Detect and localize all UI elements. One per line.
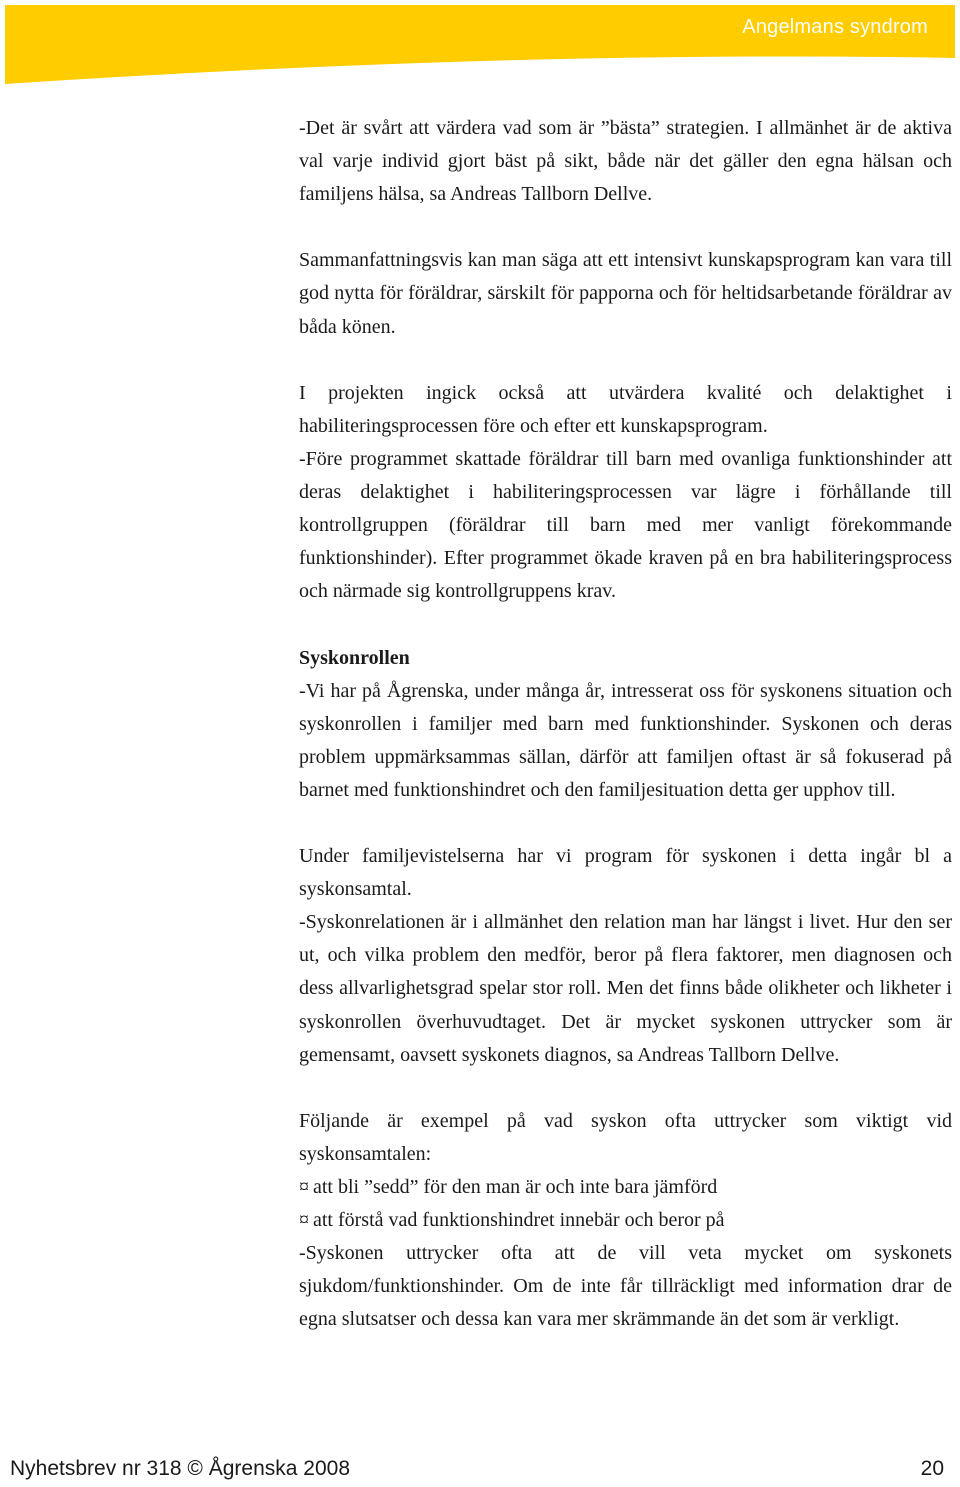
header-band — [0, 0, 960, 90]
paragraph-family-stays: Under familjevistelserna har vi program för syskonen i detta ingår bl a syskonsamtal. — [299, 845, 952, 901]
header-title: Angelmans syndrom — [742, 16, 928, 38]
page-footer — [10, 1457, 944, 1487]
paragraph-sibling-situation: -Vi har på Ågrenska, under många år, intresserat oss för syskonens situation och syskonrollen i familjer med barn med funktionshinder. Syskonen och deras problem uppmärksammas sällan, därför att familjen oftast är så fokuserad på barnet med funktionshindret och den familjesituation detta ger upphov till. — [299, 679, 952, 801]
list-item — [299, 1171, 952, 1204]
list-item — [299, 1204, 952, 1237]
paragraph-examples-intro: Följande är exempel på vad syskon ofta uttrycker som viktigt vid syskonsamtalen: — [299, 1109, 952, 1165]
bullet-icon: ¤ — [299, 1209, 309, 1232]
list-item-text: att bli ”sedd” för den man är och inte bara jämförd — [313, 1176, 718, 1198]
footer-publication: Nyhetsbrev nr 318 © Ågrenska 2008 — [10, 1457, 350, 1480]
list-item-text: att förstå vad funktionshindret innebär och beror på — [313, 1209, 725, 1232]
paragraph-sibling-relation: -Syskonrelationen är i allmänhet den relation man har längst i livet. Hur den ser ut, och vilka problem den medför, beror på flera faktorer, men diagnosen och dess allvarlighetsgrad spelar stor roll. Men det finns både olikheter och likheter i syskonrollen överhuvudtaget. Det är mycket syskonen uttrycker som är gemensamt, oavsett syskonets diagnos, sa Andreas Tallborn Dellve. — [299, 911, 952, 1066]
page-number: 20 — [920, 1457, 944, 1480]
header-band-shape — [0, 0, 960, 90]
paragraph-information-need: -Syskonen uttrycker ofta att de vill veta mycket om syskonets sjukdom/funktionshinder. Om de inte får tillräckligt med information drar de egna slutsatser och dessa kan vara mer skrämmande än det som är verkligt. — [299, 1242, 952, 1331]
bullet-icon: ¤ — [299, 1176, 309, 1198]
section-heading: Syskonrollen — [299, 646, 410, 669]
paragraph-project: I projekten ingick också att utvärdera kvalité och delaktighet i habiliteringsprocessen före och efter ett kunskapsprogram. — [299, 381, 952, 437]
paragraph-before-program: -Före programmet skattade föräldrar till barn med ovanliga funktionshinder att deras delaktighet i habiliteringsprocessen var lägre i förhållande till kontrollgruppen (föräldrar till barn med mer vanligt förekommande funktionshinder). Efter programmet ökade kraven på en bra habiliteringsprocess och närmade sig kontrollgruppens krav. — [299, 447, 952, 603]
paragraph-quote-strategy: -Det är svårt att värdera vad som är ”bästa” strategien. I allmänhet är de aktiva val varje individ gjort bäst på sikt, både när det gäller den egna hälsan och familjens hälsa, sa Andreas Tallborn Dellve. — [299, 117, 952, 206]
article-body — [299, 112, 952, 1336]
paragraph-summary: Sammanfattningsvis kan man säga att ett intensivt kunskapsprogram kan vara till god nytta för föräldrar, särskilt för papporna och för heltidsarbetande föräldrar av båda könen. — [299, 249, 952, 338]
